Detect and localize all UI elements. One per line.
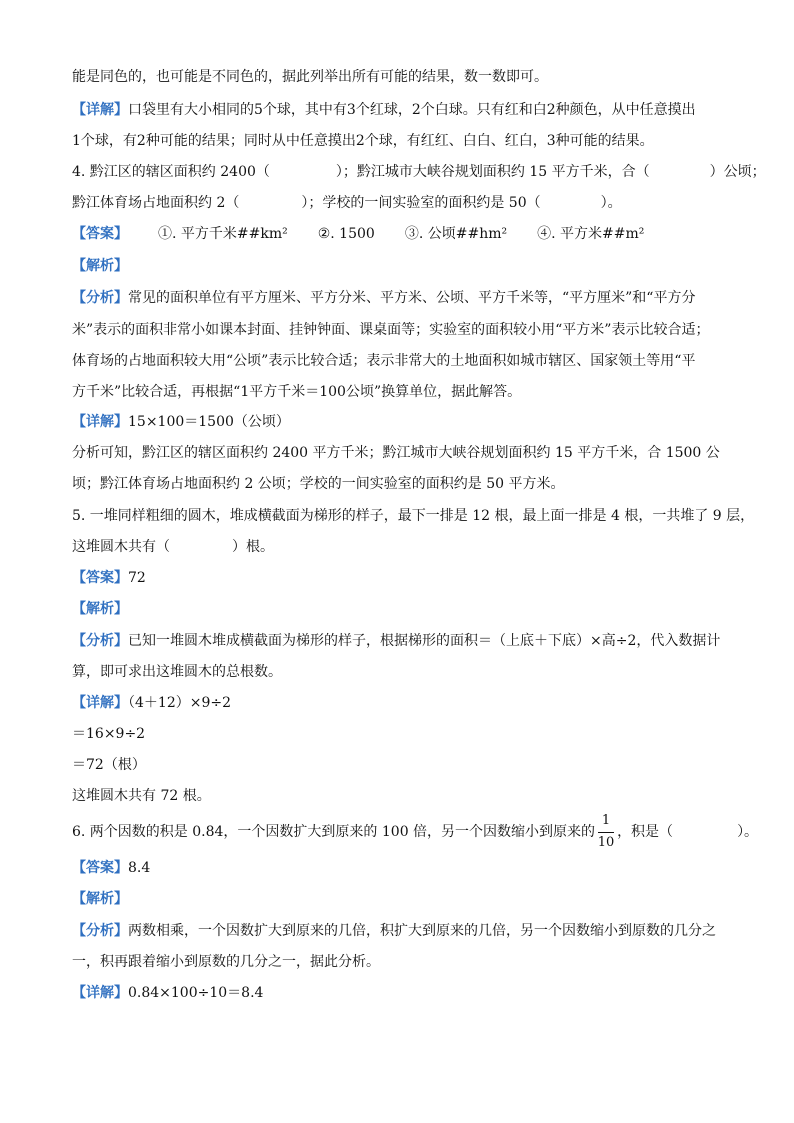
text-line: 【详解】0.84×100÷10＝8.4 (72, 985, 264, 1001)
text-line: 这堆圆木共有 72 根。 (72, 788, 211, 804)
analysis-heading: 【解析】 (72, 258, 128, 274)
text-line: 能是同色的，也可能是不同色的，据此列举出所有可能的结果，数一数即可。 (72, 69, 548, 85)
analysis-heading: 【解析】 (72, 601, 128, 617)
answer-line: 【答案】8.4 (72, 860, 151, 876)
text-line: 算，即可求出这堆圆木的总根数。 (72, 664, 282, 680)
question-5-line-1: 5. 一堆同样粗细的圆木，堆成横截面为梯形的样子，最下一排是 12 根，最上面一排是 4 根，一共堆了 9 层， (72, 508, 755, 524)
text-line: 【分析】已知一堆圆木堆成横截面为梯形的样子，根据梯形的面积＝（上底＋下底）×高÷2，代入数据计 (72, 633, 721, 649)
text-line: ＝16×9÷2 (72, 726, 146, 742)
detail-tag: 【详解】 (72, 102, 128, 118)
question-4-line-1: 4. 黔江区的辖区面积约 2400（ ）；黔江城市大峡谷规划面积约 15 平方千米，合（ ）公顷； (72, 164, 766, 180)
text-line: 顷；黔江体育场占地面积约 2 公顷；学校的一间实验室的面积约是 50 平方米。 (72, 476, 565, 492)
question-4-line-2: 黔江体育场占地面积约 2（ ）；学校的一间实验室的面积约是 50（ ）。 (72, 195, 622, 211)
text-line: 【详解】口袋里有大小相同的5个球，其中有3个红球，2个白球。只有红和白2种颜色，从中任意摸出 (72, 102, 696, 118)
question-6-line: 6. 两个因数的积是 0.84，一个因数扩大到原来的 100 倍，另一个因数缩小到原来的 $\frac{1}{10}$ ，积是（ ）。 (72, 813, 759, 850)
answer-line: 【答案】 ①. 平方千米##km² ②. 1500 ③. 公顷##hm² ④. 平方米##m² (72, 226, 645, 242)
text-line: 一，积再跟着缩小到原数的几分之一，据此分析。 (72, 954, 380, 970)
answer-tag: 【答案】 (72, 226, 128, 242)
text-line: 分析可知，黔江区的辖区面积约 2400 平方千米；黔江城市大峡谷规划面积约 15 平方千米，合 1500 公 (72, 445, 720, 461)
analysis-heading: 【解析】 (72, 891, 128, 907)
question-5-line-2: 这堆圆木共有（ ）根。 (72, 539, 274, 555)
text-line: 米”表示的面积非常小如课本封面、挂钟钟面、课桌面等；实验室的面积较小用“平方米”表示比较合适； (72, 322, 710, 338)
text-line: ＝72（根） (72, 757, 146, 773)
text-line: 1个球，有2种可能的结果；同时从中任意摸出2个球，有红红、白白、红白，3种可能的结果。 (72, 133, 654, 149)
text-line: 体育场的占地面积较大用“公顷”表示比较合适；表示非常大的土地面积如城市辖区、国家领土等用“平 (72, 353, 696, 369)
text-line: 方千米”比较合适，再根据“1平方千米＝100公顷”换算单位，据此解答。 (72, 384, 522, 400)
text-line: 【分析】常见的面积单位有平方厘米、平方分米、平方米、公顷、平方千米等，“平方厘米”和“平方分 (72, 290, 696, 306)
fraction: $\frac{1}{10}$ (597, 813, 615, 850)
text-line: 【详解】（4＋12）×9÷2 (72, 695, 231, 711)
text-line: 【分析】两数相乘，一个因数扩大到原来的几倍，积扩大到原来的几倍，另一个因数缩小到原数的几分之 (72, 923, 716, 939)
answer-line: 【答案】72 (72, 570, 146, 586)
text-line: 【详解】15×100＝1500（公顷） (72, 414, 290, 430)
